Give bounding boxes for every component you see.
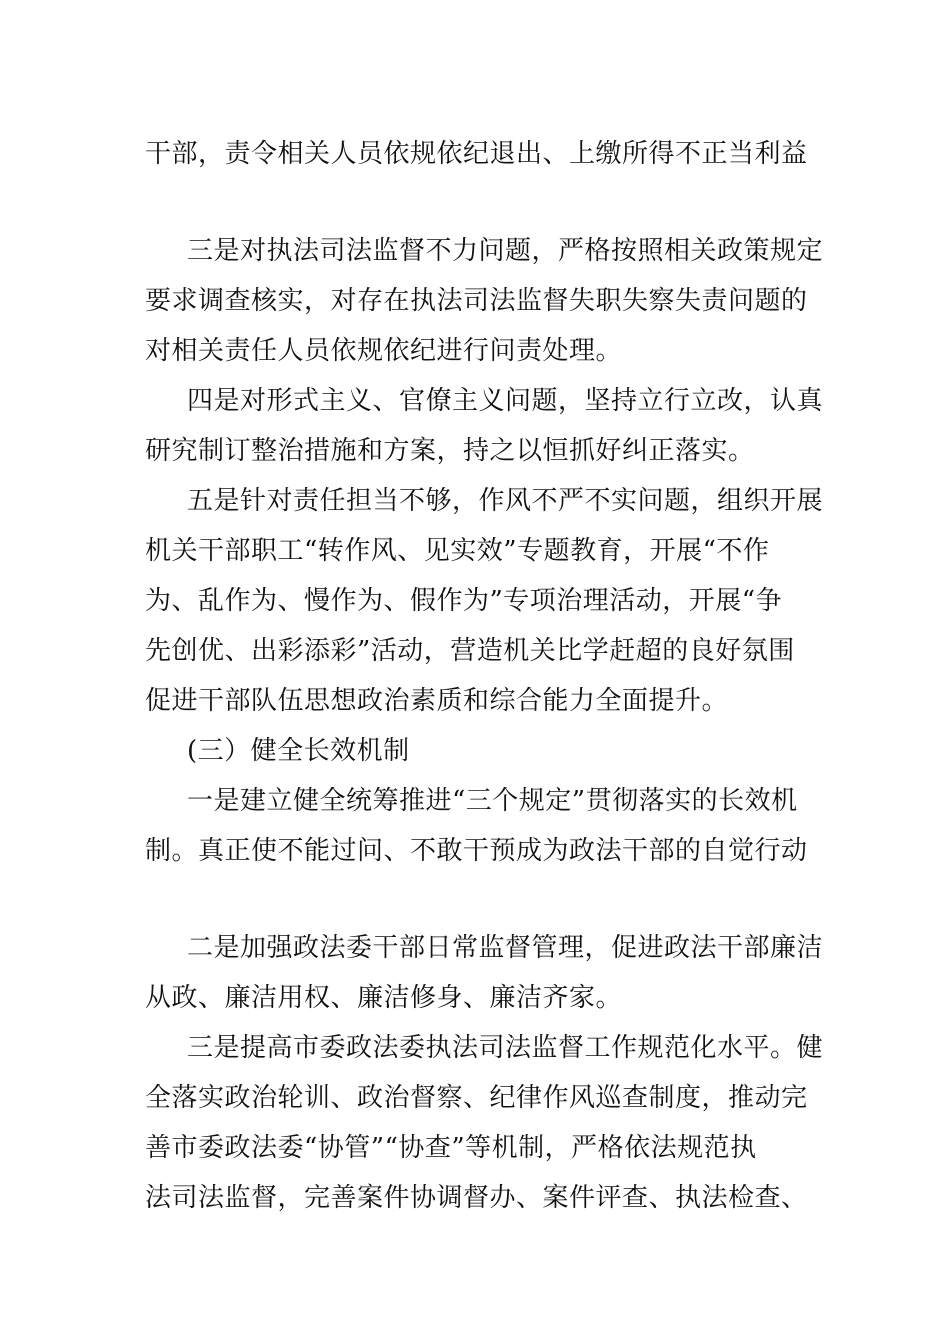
text-line: 四是对形式主义、官僚主义问题，坚持立行立改，认真 bbox=[187, 386, 824, 416]
text-line: 干部，责令相关人员依规依纪退出、上缴所得不正当利益 bbox=[145, 139, 808, 169]
text-line: 为、乱作为、慢作为、假作为”专项治理活动，开展“争 bbox=[145, 586, 783, 616]
text-line: 促进干部队伍思想政治素质和综合能力全面提升。 bbox=[145, 686, 729, 716]
text-line: 机关干部职工“转作风、见实效”专题教育，开展“不作 bbox=[145, 536, 770, 566]
text-line: 全落实政治轮训、政治督察、纪律作风巡查制度，推动完 bbox=[145, 1083, 808, 1113]
text-line: 对相关责任人员依规依纪进行问责处理。 bbox=[145, 336, 623, 366]
text-line: 要求调查核实，对存在执法司法监督失职失察失责问题的 bbox=[145, 286, 808, 316]
text-line: 制。真正使不能过问、不敢干预成为政法干部的自觉行动 bbox=[145, 836, 808, 866]
text-line: 一是建立健全统筹推进“三个规定”贯彻落实的长效机 bbox=[187, 786, 798, 816]
text-line: 五是针对责任担当不够，作风不严不实问题，组织开展 bbox=[187, 486, 824, 516]
text-line: 二是加强政法委干部日常监督管理，促进政法干部廉洁 bbox=[187, 933, 824, 963]
text-line: 三是提高市委政法委执法司法监督工作规范化水平。健 bbox=[187, 1033, 824, 1063]
text-line: 从政、廉洁用权、廉洁修身、廉洁齐家。 bbox=[145, 983, 623, 1013]
text-line: 善市委政法委“协管”“协查”等机制，严格依法规范执 bbox=[145, 1133, 757, 1163]
text-line: 三是对执法司法监督不力问题，严格按照相关政策规定 bbox=[187, 236, 824, 266]
text-line: 先创优、出彩添彩”活动，营造机关比学赶超的良好氛围 bbox=[145, 636, 795, 666]
text-line: 法司法监督，完善案件协调督办、案件评查、执法检查、 bbox=[145, 1183, 808, 1213]
text-line: 研究制订整治措施和方案，持之以恒抓好纠正落实。 bbox=[145, 436, 755, 466]
section-heading: (三）健全长效机制 bbox=[187, 736, 410, 766]
